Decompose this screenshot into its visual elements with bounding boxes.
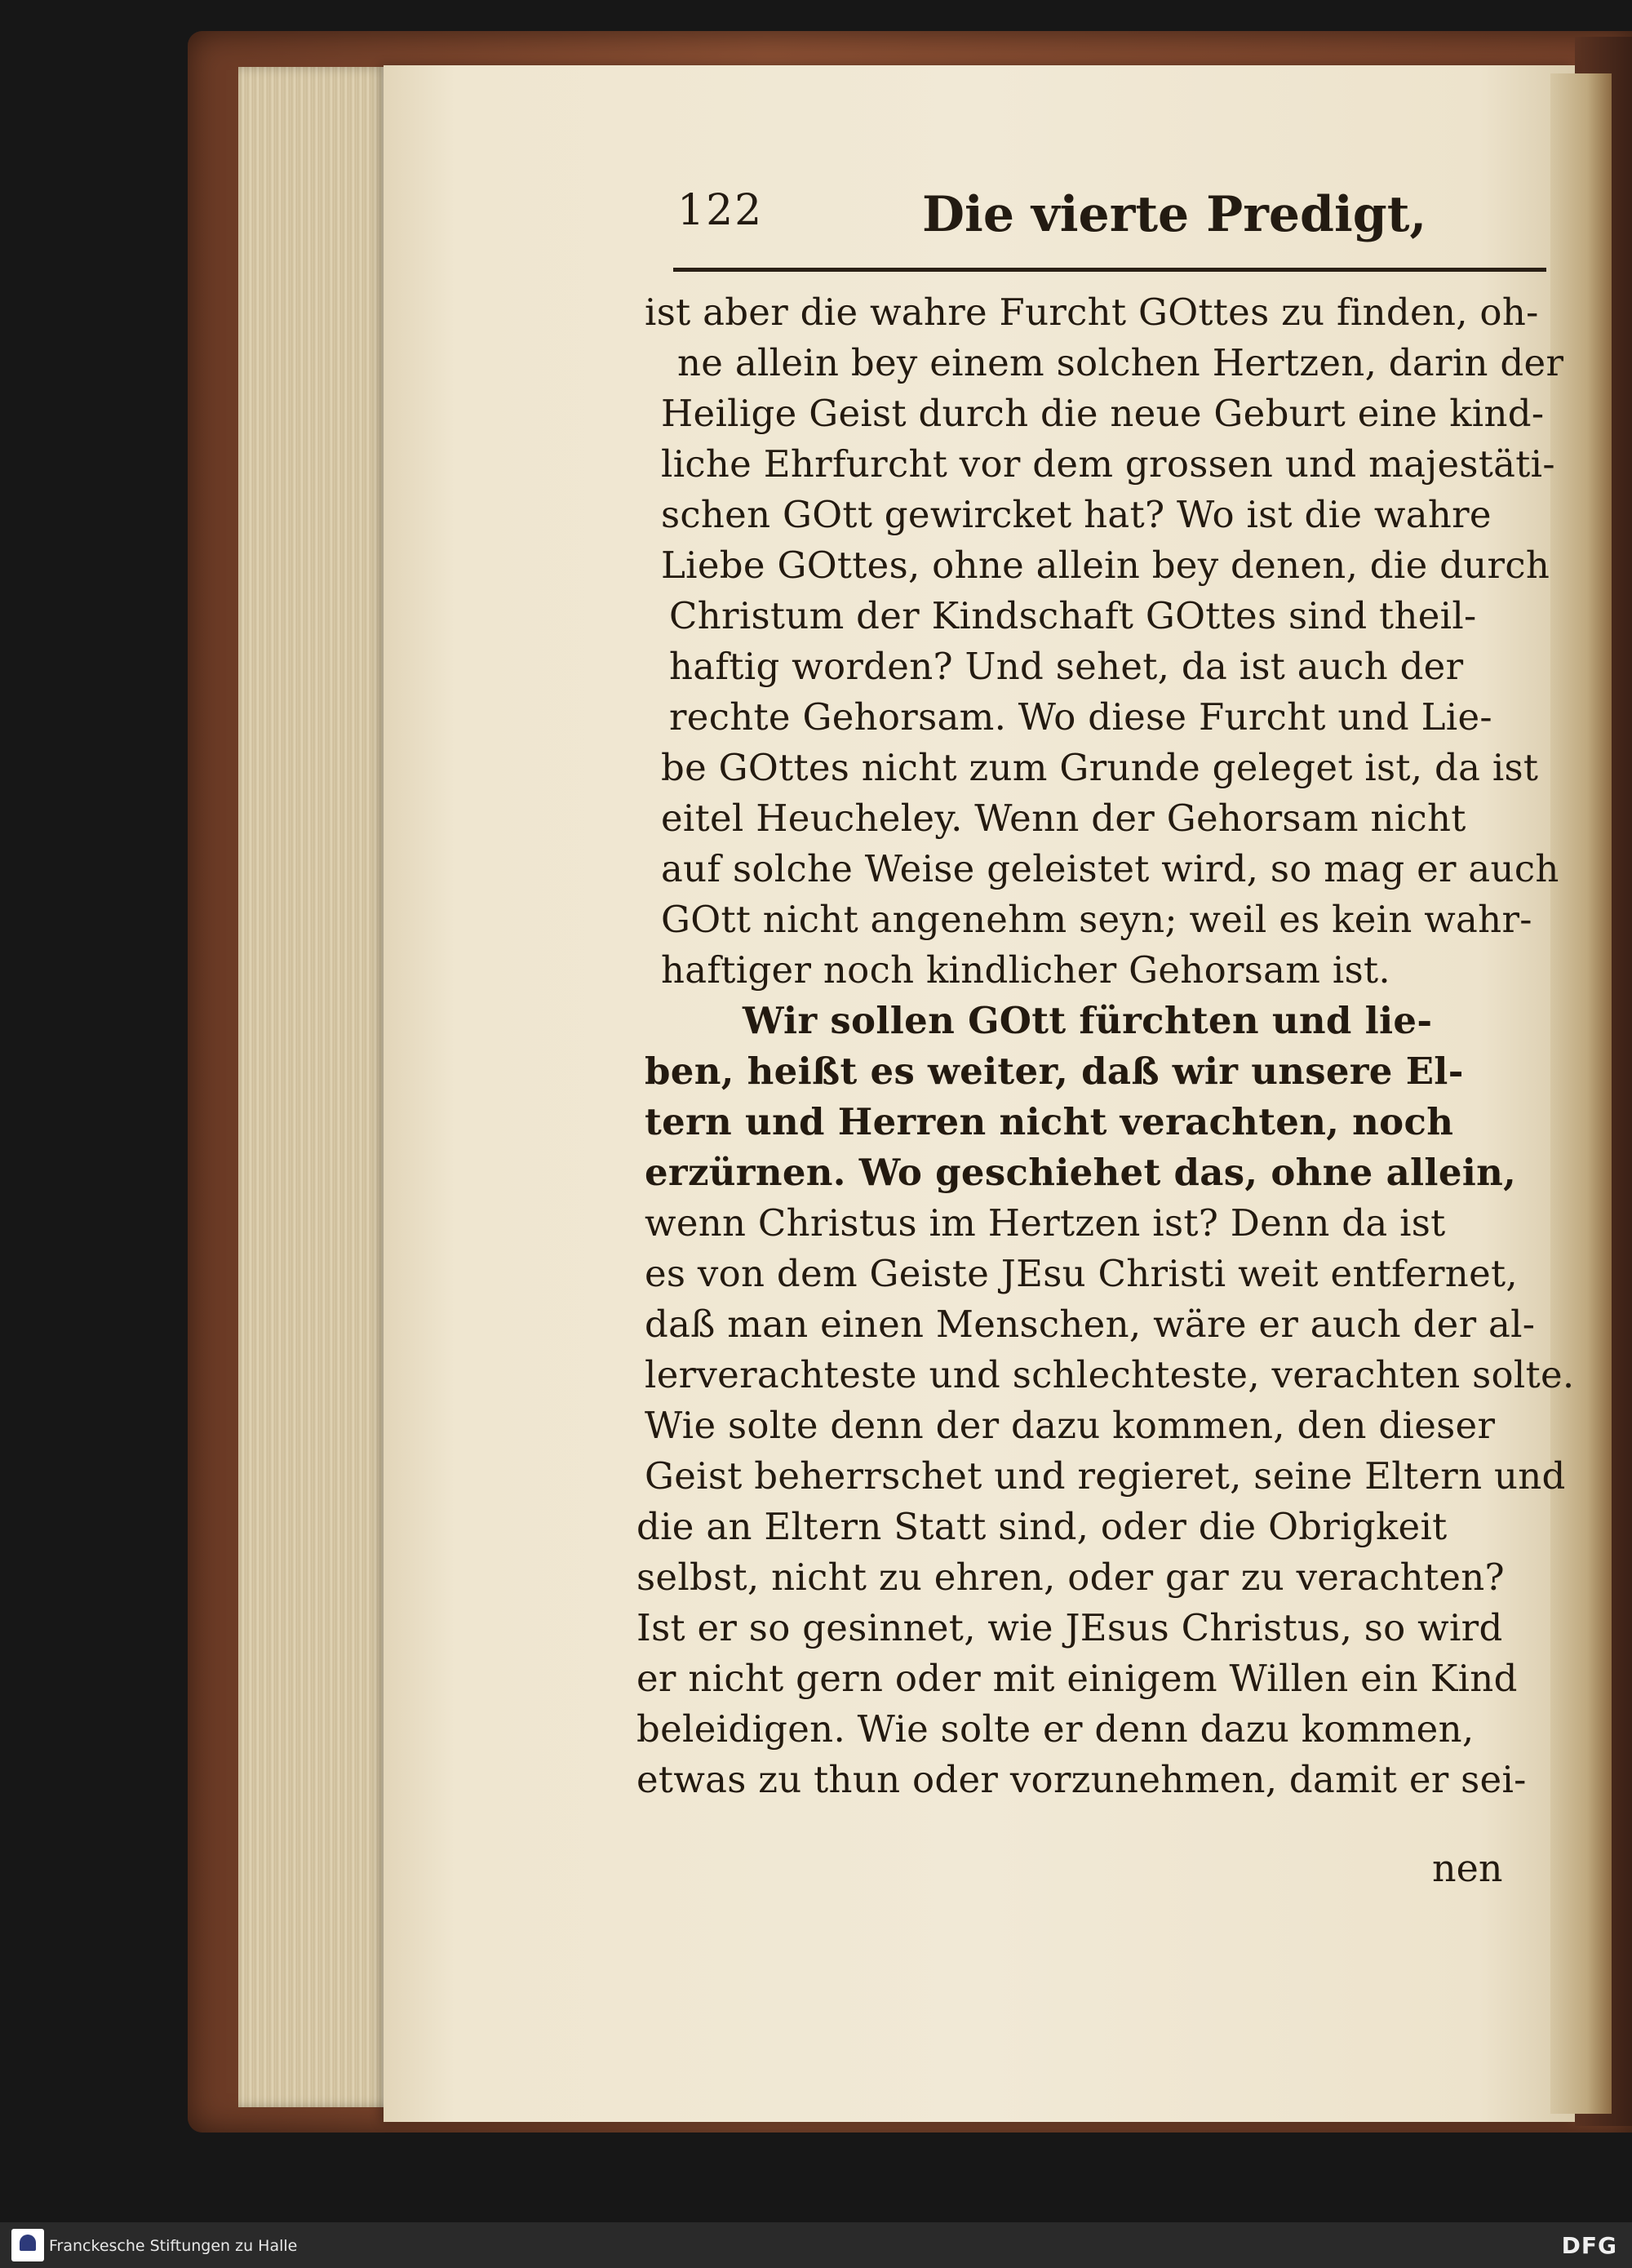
text-line: haftig worden? Und sehet, da ist auch der — [669, 645, 1464, 688]
page-number: 122 — [677, 186, 764, 235]
text-line: es von dem Geiste JEsu Christi weit entfernet, — [645, 1252, 1519, 1295]
footer-bar — [0, 2222, 1632, 2268]
text-line: be GOttes nicht zum Grunde geleget ist, da ist — [661, 746, 1539, 789]
text-line: Wie solte denn der dazu kommen, den dieser — [645, 1404, 1496, 1447]
text-line: Geist beherrschet und regieret, seine Eltern und — [645, 1454, 1566, 1498]
text-line: die an Eltern Statt sind, oder die Obrigkeit — [636, 1505, 1448, 1548]
text-line: ne allein bey einem solchen Hertzen, darin der — [677, 341, 1564, 384]
text-line: etwas zu thun oder vorzunehmen, damit er sei- — [636, 1758, 1527, 1801]
text-line: selbst, nicht zu ehren, oder gar zu verachten? — [636, 1556, 1505, 1599]
text-line: GOtt nicht angenehm seyn; weil es kein wahr- — [661, 898, 1532, 941]
text-line: daß man einen Menschen, wäre er auch der al- — [645, 1303, 1536, 1346]
page-stack — [238, 67, 401, 2107]
text-line: Ist er so gesinnet, wie JEsus Christus, so wird — [636, 1606, 1503, 1649]
institution-logo-icon — [11, 2229, 44, 2261]
text-line: Wir sollen GOtt fürchten und lie- — [743, 999, 1433, 1042]
running-head — [677, 186, 1550, 251]
header-rule — [673, 268, 1546, 272]
text-line: ben, heißt es weiter, daß wir unsere El- — [645, 1050, 1464, 1093]
text-line: erzürnen. Wo geschiehet das, ohne allein, — [645, 1151, 1517, 1194]
text-line: Heilige Geist durch die neue Geburt eine kind- — [661, 392, 1545, 435]
text-line: tern und Herren nicht verachten, noch — [645, 1100, 1454, 1143]
footer-institution: Franckesche Stiftungen zu Halle — [49, 2237, 298, 2255]
text-line: haftiger noch kindlicher Gehorsam ist. — [661, 948, 1390, 992]
text-line: Christum der Kindschaft GOttes sind theil- — [669, 594, 1477, 637]
text-line: eitel Heucheley. Wenn der Gehorsam nicht — [661, 797, 1466, 840]
text-line: Liebe GOttes, ohne allein bey denen, die durch — [661, 544, 1550, 587]
text-line: wenn Christus im Hertzen ist? Denn da ist — [645, 1201, 1446, 1245]
text-line: rechte Gehorsam. Wo diese Furcht und Lie- — [669, 695, 1492, 739]
dfg-badge: DFG — [1561, 2232, 1617, 2259]
text-line: auf solche Weise geleistet wird, so mag er auch — [661, 847, 1559, 890]
running-title: Die vierte Predigt, — [922, 186, 1427, 243]
text-line: liche Ehrfurcht vor dem grossen und majestäti- — [661, 442, 1555, 486]
text-line: ist aber die wahre Furcht GOttes zu finden, oh- — [645, 291, 1539, 334]
text-line: beleidigen. Wie solte er denn dazu kommen, — [636, 1707, 1475, 1751]
text-line: lerverachteste und schlechteste, verachten solte. — [645, 1353, 1575, 1396]
catchword: nen — [1432, 1846, 1503, 1890]
text-line: schen GOtt gewircket hat? Wo ist die wahre — [661, 493, 1492, 536]
text-line: er nicht gern oder mit einigem Willen ein Kind — [636, 1657, 1518, 1700]
